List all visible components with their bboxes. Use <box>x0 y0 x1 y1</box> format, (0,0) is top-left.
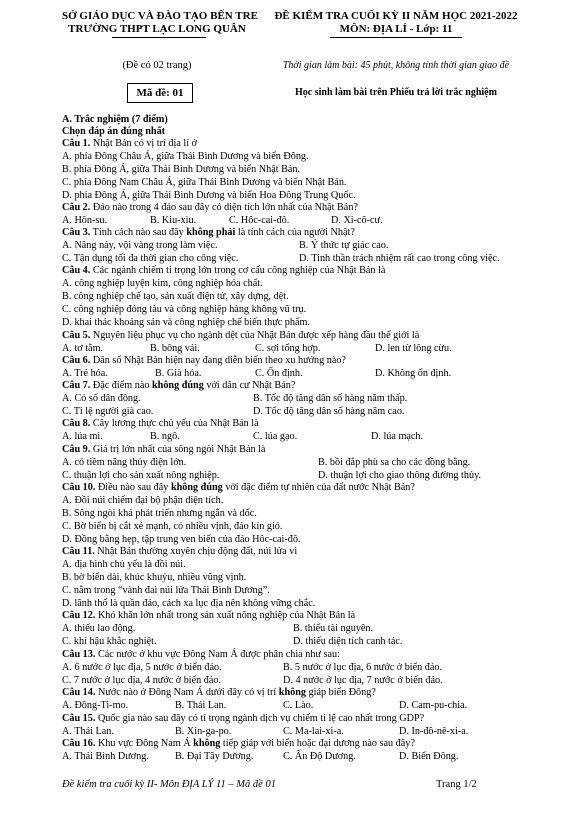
option-1b: B. phía Đông Á, giữa Thái Bình Dương và biển Nhật Bản. <box>62 164 301 175</box>
option-16d: D. Biển Đông. <box>399 751 459 762</box>
page-number: Trang 1/2 <box>436 779 477 790</box>
pages-note: (Đề có 02 trang) <box>122 60 192 71</box>
option-9a: A. có tiềm năng thủy điện lớn. <box>62 457 187 468</box>
time-note: Thời gian làm bài: 45 phút, không tính thời gian giao đề <box>282 60 510 71</box>
school-underline <box>112 37 206 38</box>
option-4d: D. khai thác khoáng sản và công nghiệp chế biến thực phẩm. <box>62 317 310 328</box>
option-13a: A. 6 nước ở lục địa, 5 nước ở biển đảo. <box>62 662 222 673</box>
section-subtitle: Chọn đáp án đúng nhất <box>62 126 166 137</box>
option-3d: D. Tinh thần trách nhiệm rất cao trong công việc. <box>299 253 500 264</box>
option-4c: C. công nghiệp đóng tàu và công nghiệp hàng không vũ trụ. <box>62 304 307 315</box>
question-6: Câu 6. Dân số Nhật Bản hiện nay đang diễn biến theo xu hướng nào? <box>62 355 346 366</box>
option-15d: D. In-đô-nê-xi-a. <box>399 726 469 737</box>
footer-exam-info: Đề kiểm tra cuối kỳ II- Môn ĐỊA LÝ 11 – Mã đề 01 <box>62 779 276 790</box>
option-7a: A. Có số dân đông. <box>62 393 141 404</box>
option-1a: A. phía Đông Châu Á, giữa Thái Bình Dương và biển Đông. <box>62 151 309 162</box>
option-5d: D. len từ lông cừu. <box>375 343 452 354</box>
option-4b: B. công nghiệp chế tạo, sản xuất điện tử, xây dựng, dệt. <box>62 291 289 302</box>
option-2d: D. Xi-cô-cư. <box>331 215 383 226</box>
option-11d: D. lãnh thổ là quần đảo, cách xa lục địa nên không vững chắc. <box>62 598 316 609</box>
question-9: Câu 9. Giá trị lớn nhất của sông ngòi Nhật Bản là <box>62 444 266 455</box>
question-4: Câu 4. Các ngành chiếm tỉ trọng lớn trong cơ cấu công nghiệp của Nhật Bản là <box>62 265 386 276</box>
option-3b: B. Ý thức tự giác cao. <box>299 240 389 251</box>
school-name: TRƯỜNG THPT LẠC LONG QUÂN <box>68 23 246 35</box>
option-11b: B. bờ biển dài, khúc khuỷu, nhiều vũng vịnh. <box>62 572 247 583</box>
option-16a: A. Thái Bình Dương. <box>62 751 149 762</box>
option-8c: C. lúa gạo. <box>253 431 298 442</box>
question-7: Câu 7. Đặc điểm nào không đúng với dân cư Nhật Bản? <box>62 380 296 391</box>
option-7c: C. Tỉ lệ người già cao. <box>62 406 154 417</box>
exam-code: Mã đề: 01 <box>136 87 184 99</box>
option-15c: C. Ma-lai-xi-a. <box>283 726 344 737</box>
option-9b: B. bồi đắp phù sa cho các đồng bằng. <box>318 457 471 468</box>
question-15: Câu 15. Quốc gia nào sau đây có tỉ trọng ngành dịch vụ chiếm tỉ lệ cao nhất trong GDP? <box>62 713 425 724</box>
question-1: Câu 1. Nhật Bản có vị trí địa lí ở <box>62 138 197 149</box>
subject-title: MÔN: ĐỊA LÍ - Lớp: 11 <box>339 23 453 35</box>
option-13b: B. 5 nước ở lục địa, 6 nước ở biển đảo. <box>283 662 443 673</box>
question-2: Câu 2. Đảo nào trong 4 đảo sau đây có diện tích lớn nhất của Nhật Bản? <box>62 202 358 213</box>
option-3a: A. Năng nảy, vội vàng trong làm việc. <box>62 240 218 251</box>
option-7d: D. Tốc độ tăng dân số hàng năm cao. <box>253 406 405 417</box>
question-13: Câu 13. Các nước ở khu vực Đông Nam Á được phân chia như sau: <box>62 649 340 660</box>
option-10a: A. Đồi núi chiếm đại bộ phận diện tích. <box>62 495 224 506</box>
option-8d: D. lúa mạch. <box>371 431 424 442</box>
question-5: Câu 5. Nguyên liệu phục vụ cho ngành dệt của Nhật Bản được xếp hàng đầu thế giới là <box>62 330 420 341</box>
question-3: Câu 3. Tính cách nào sau đây không phải là tính cách của người Nhật? <box>62 227 355 238</box>
option-2b: B. Kiu-xiu. <box>150 215 197 226</box>
option-5b: B. bông vải. <box>150 343 200 354</box>
subject-underline <box>330 37 462 38</box>
option-6c: C. Ổn định. <box>255 368 303 379</box>
option-8b: B. ngô. <box>150 431 180 442</box>
option-11c: C. nằm trong “vành đai núi lửa Thái Bình Dương”. <box>62 585 270 596</box>
option-9d: D. thuận lợi cho giao thông đường thủy. <box>318 470 482 481</box>
question-10: Câu 10. Điều nào sau đây không đúng với đặc điểm tự nhiên của đất nước Nhật Bản? <box>62 482 415 493</box>
option-15b: B. Xin-ga-po. <box>175 726 232 737</box>
question-12: Câu 12. Khó khăn lớn nhất trong sản xuất nông nghiệp của Nhật Bản là <box>62 610 356 621</box>
option-10d: D. Đồng bằng hẹp, tập trung ven biển của đảo Hôc-cai-đô. <box>62 534 301 545</box>
option-13c: C. 7 nước ở lục địa, 4 nước ở biển đảo. <box>62 675 222 686</box>
option-1d: D. phía Đông Á, giữa Thái Bình Dương và biển Hoa Đông Trung Quốc. <box>62 190 356 201</box>
option-12b: B. thiếu tài nguyên. <box>293 623 374 634</box>
question-11: Câu 11. Nhật Bản thường xuyên chịu động đất, núi lửa vì <box>62 546 298 557</box>
option-6d: D. Không ổn định. <box>375 368 452 379</box>
option-5c: C. sợi tổng hợp. <box>255 343 321 354</box>
option-12a: A. thiếu lao động. <box>62 623 136 634</box>
answer-sheet-instruction: Học sinh làm bài trên Phiếu trả lời trắc nghiệm <box>295 87 497 98</box>
section-title: A. Trắc nghiệm (7 điểm) <box>62 114 168 125</box>
option-7b: B. Tốc độ tăng dân số hàng năm thấp. <box>253 393 408 404</box>
option-2c: C. Hôc-cai-đô. <box>229 215 290 226</box>
option-4a: A. công nghiệp luyện kim, công nghiệp hóa chất. <box>62 278 263 289</box>
question-14: Câu 14. Nước nào ở Đông Nam Á dưới đây có vị trí không giáp biển Đông? <box>62 687 376 698</box>
option-5a: A. tơ tằm. <box>62 343 104 354</box>
option-16b: B. Đại Tây Dương. <box>175 751 254 762</box>
option-8a: A. lúa mì. <box>62 431 103 442</box>
question-8: Câu 8. Cây lương thực chủ yếu của Nhật Bản là <box>62 418 259 429</box>
option-9c: C. thuận lợi cho sản xuất nông nghiệp. <box>62 470 220 481</box>
option-16c: C. Ấn Độ Dương. <box>283 751 356 762</box>
option-3c: C. Tận dụng tối đa thời gian cho công việc. <box>62 253 239 264</box>
option-12c: C. khí hậu khắc nghiệt. <box>62 636 157 647</box>
option-14b: B. Thái Lan. <box>175 700 227 711</box>
option-6a: A. Trẻ hóa. <box>62 368 108 379</box>
exam-code-box <box>127 83 193 103</box>
option-10c: C. Bờ biển bị cắt xẻ mạnh, có nhiều vịnh, đảo kín gió. <box>62 521 283 532</box>
exam-title: ĐỀ KIỂM TRA CUỐI KỲ II NĂM HỌC 2021-2022 <box>274 10 518 22</box>
option-14a: A. Đông-Ti-mo. <box>62 700 129 711</box>
option-1c: C. phía Đông Nam Châu Á, giữa Thái Bình Dương và biển Nhật Bản. <box>62 177 347 188</box>
option-6b: B. Già hóa. <box>155 368 202 379</box>
option-12d: D. thiếu diện tích canh tác. <box>293 636 403 647</box>
department-name: SỞ GIÁO DỤC VÀ ĐÀO TẠO BẾN TRE <box>62 10 258 22</box>
question-16: Câu 16. Khu vực Đông Nam Á không tiếp giáp với biển hoặc đại dương nào sau đây? <box>62 738 415 749</box>
option-14d: D. Cam-pu-chia. <box>399 700 468 711</box>
option-11a: A. địa hình chủ yếu là đồi núi. <box>62 559 186 570</box>
option-10b: B. Sông ngòi khá phát triển nhưng ngắn và dốc. <box>62 508 257 519</box>
option-2a: A. Hôn-su. <box>62 215 107 226</box>
option-15a: A. Thái Lan. <box>62 726 114 737</box>
option-13d: D. 4 nước ở lục địa, 7 nước ở biển đảo. <box>283 675 443 686</box>
option-14c: C. Lào. <box>283 700 314 711</box>
